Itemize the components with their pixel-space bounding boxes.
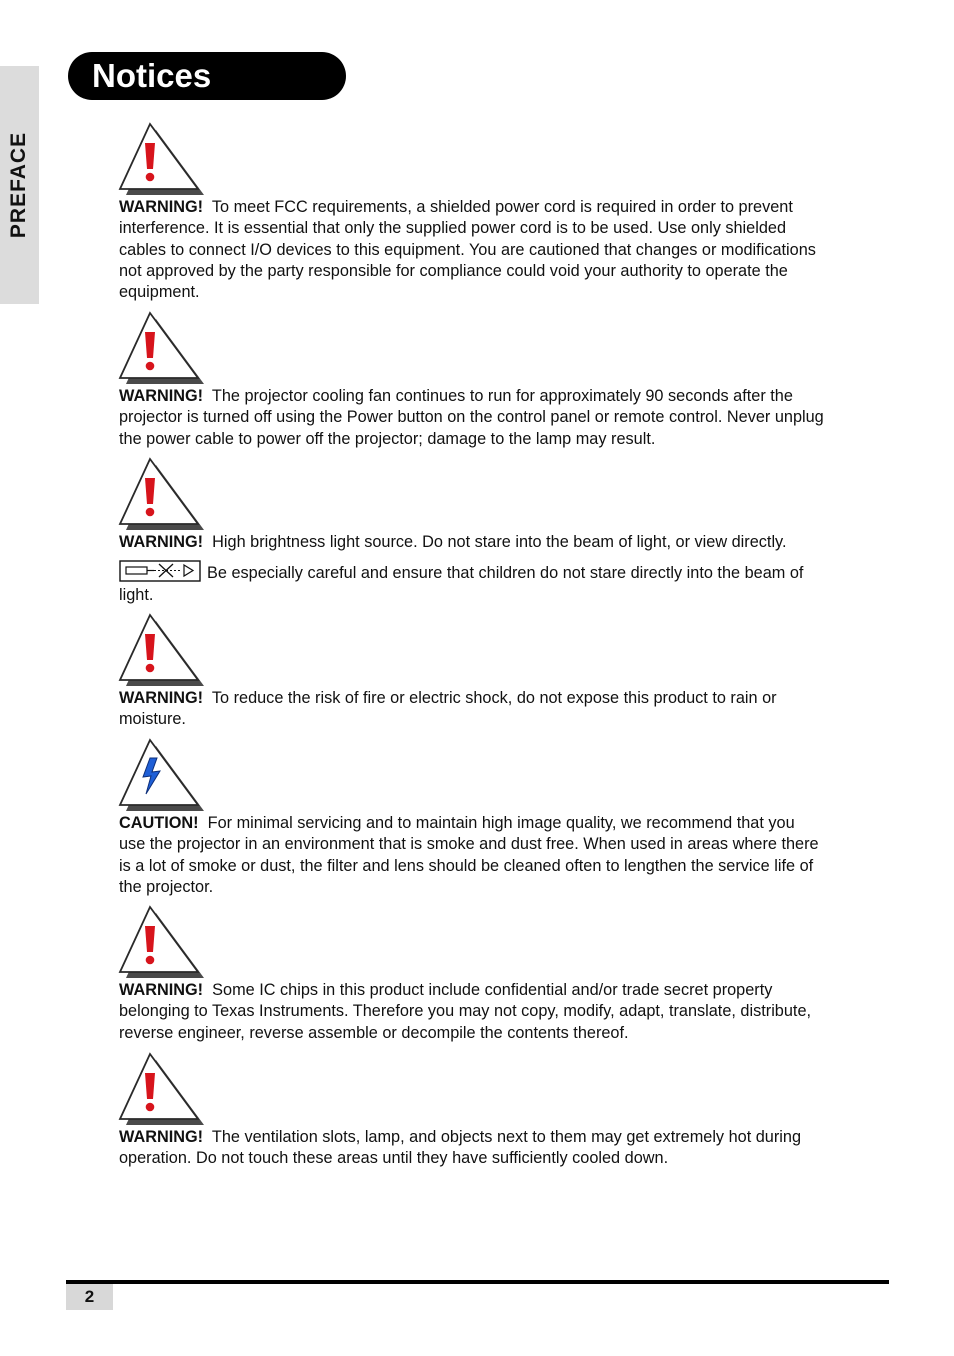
notice-text bbox=[119, 813, 825, 898]
notice-smoke-dust bbox=[119, 737, 825, 898]
notice-text-secondary bbox=[119, 560, 825, 606]
notice-text bbox=[119, 1127, 825, 1170]
notice-body: To meet FCC requirements, a shielded power cord is required in order to prevent interference. It is essential that only the supplied power cord is to be used. Use only shielded cables to connect I/O devices to this equipment. You are cautioned that changes or modifications not approved by the party responsible for compliance could void your authority to operate the equipment. bbox=[119, 198, 816, 302]
notice-cooling-fan bbox=[119, 310, 825, 450]
footer-rule bbox=[66, 1280, 889, 1284]
notice-text bbox=[119, 386, 825, 450]
warning-exclamation-icon bbox=[116, 310, 206, 386]
notice-body: The ventilation slots, lamp, and objects next to them may get extremely hot during operation. Do not touch these areas until they have sufficiently cooled down. bbox=[119, 1128, 802, 1168]
notice-text bbox=[119, 532, 825, 553]
warning-exclamation-icon bbox=[116, 612, 206, 688]
side-tab-label: PREFACE bbox=[7, 131, 30, 239]
notice-lead: WARNING! bbox=[119, 198, 204, 216]
notice-body-secondary: Be especially careful and ensure that children do not stare directly into the beam of light. bbox=[119, 564, 804, 604]
notice-text bbox=[119, 688, 825, 731]
notice-body: The projector cooling fan continues to run for approximately 90 seconds after the projector is turned off using the Power button on the control panel or remote control. Never unplug the power cable to power off the projector; damage to the lamp may result. bbox=[119, 387, 824, 448]
notice-light-source bbox=[119, 456, 825, 606]
notice-hot-surfaces bbox=[119, 1051, 825, 1170]
notice-lead: WARNING! bbox=[119, 981, 204, 999]
notice-fcc bbox=[119, 121, 825, 303]
warning-exclamation-icon bbox=[116, 904, 206, 980]
caution-lightning-icon bbox=[116, 737, 206, 813]
page-number-box bbox=[66, 1284, 113, 1310]
page-title: Notices bbox=[92, 57, 212, 94]
notice-body: To reduce the risk of fire or electric shock, do not expose this product to rain or moisture. bbox=[119, 689, 777, 729]
notice-text bbox=[119, 980, 825, 1044]
warning-exclamation-icon bbox=[116, 1051, 206, 1127]
notice-ic-chips bbox=[119, 904, 825, 1044]
notice-body: Some IC chips in this product include confidential and/or trade secret property belonging to Texas Instruments. Therefore you may not copy, modify, adapt, translate, distribute, reverse engineer, reverse assemble or decompile the contents thereof. bbox=[119, 981, 812, 1042]
notice-fire-shock bbox=[119, 612, 825, 731]
notice-text bbox=[119, 197, 825, 303]
warning-exclamation-icon bbox=[116, 121, 206, 197]
notice-lead: WARNING! bbox=[119, 387, 204, 405]
notice-lead: WARNING! bbox=[119, 689, 204, 707]
warning-exclamation-icon bbox=[116, 456, 206, 532]
do-not-stare-into-beam-icon bbox=[119, 560, 201, 582]
notice-body: For minimal servicing and to maintain high image quality, we recommend that you use the projector in an environment that is smoke and dust free. When used in areas where there is a lot of smoke or dust, the filter and lens should be cleaned often to lengthen the service life of the projector. bbox=[119, 814, 819, 896]
title-banner bbox=[68, 52, 346, 100]
notice-lead: CAUTION! bbox=[119, 814, 199, 832]
notice-lead: WARNING! bbox=[119, 1128, 204, 1146]
notice-lead: WARNING! bbox=[119, 533, 204, 551]
page-number: 2 bbox=[84, 1287, 95, 1306]
notice-body: High brightness light source. Do not stare into the beam of light, or view directly. bbox=[212, 533, 787, 551]
